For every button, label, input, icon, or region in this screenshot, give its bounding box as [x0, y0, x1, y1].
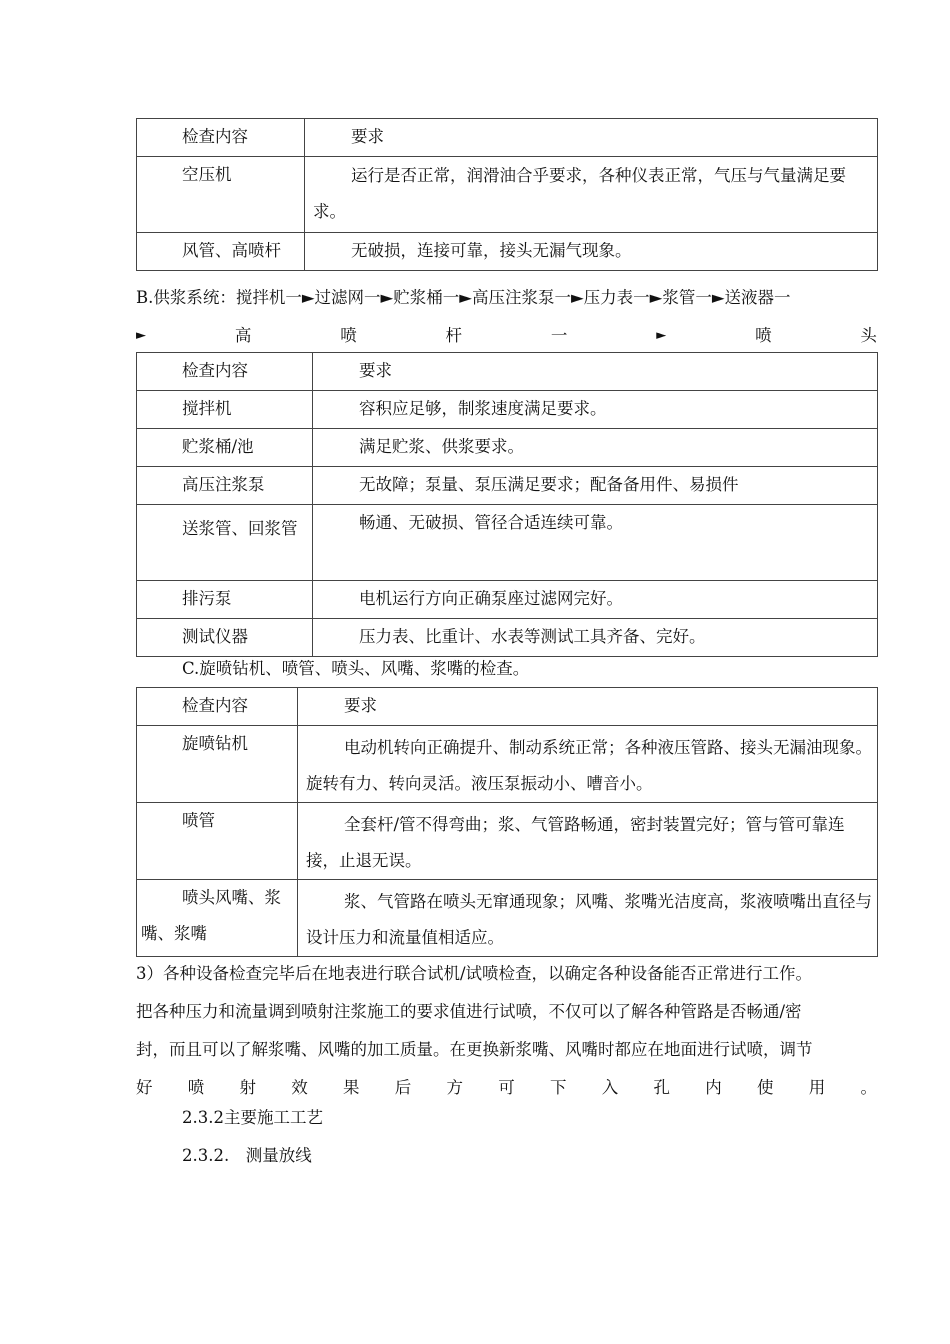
table2-row-requirement: 畅通、无破损、管径合适连续可靠。	[313, 505, 878, 581]
table2-row-requirement: 电机运行方向正确泵座过滤网完好。	[313, 581, 878, 619]
paragraph-token: 喷	[187, 1078, 205, 1097]
table3-row-item: 旋喷钻机	[137, 726, 298, 803]
jet-drill-check-table	[136, 687, 878, 957]
paragraph-token: 使	[757, 1078, 774, 1097]
paragraph-line: 3）各种设备检查完毕后在地表进行联合试机/试喷检查，以确定各种设备能否正常进行工作。	[136, 964, 813, 983]
air-system-check-table	[136, 118, 878, 271]
paragraph-token: 好	[136, 1078, 153, 1097]
arrow-icon: ►	[136, 328, 146, 343]
paragraph-token: 射	[239, 1078, 256, 1097]
table3-row-item: 喷管	[137, 803, 298, 880]
arrow-icon: ►	[656, 328, 667, 343]
subsection-heading: 2.3.2. 测量放线	[182, 1146, 312, 1165]
paragraph-token: 下	[550, 1078, 567, 1097]
flow-token: 喷	[340, 326, 357, 345]
table2-row-requirement: 无故障；泵量、泵压满足要求；配备备用件、易损件	[313, 467, 878, 505]
supply-system-flow-line: B.供浆系统：搅拌机一►过滤网一►贮浆桶一►高压注浆泵一►压力表一►浆管一►送液器一	[136, 288, 791, 307]
table2-row-item: 贮浆桶/池	[137, 429, 313, 467]
paragraph-token: 用	[808, 1078, 826, 1097]
table2-header-item: 检查内容	[137, 353, 313, 391]
table3-row-item: 喷头风嘴、浆嘴、浆嘴	[137, 880, 298, 957]
table3-row-requirement: 浆、气管路在喷头无窜通现象；风嘴、浆嘴光洁度高，浆液喷嘴出直径与设计压力和流量值相适应。	[298, 880, 878, 957]
flow-token: 一	[550, 326, 568, 345]
flow-token: 杆	[445, 326, 463, 345]
table1-row-item: 风管、高喷杆	[137, 233, 305, 271]
table1-header-requirement: 要求	[305, 119, 878, 157]
table2-row-item: 排污泵	[137, 581, 313, 619]
flow-token: 高	[234, 326, 252, 345]
paragraph-token: 后	[394, 1078, 412, 1097]
flow-token: 喷	[755, 326, 772, 345]
table2-row-item: 送浆管、回浆管	[137, 505, 313, 581]
section-heading: 2.3.2主要施工工艺	[182, 1108, 323, 1127]
supply-system-flow-continuation	[136, 318, 877, 354]
table2-row-item: 搅拌机	[137, 391, 313, 429]
table2-row-item: 高压注浆泵	[137, 467, 313, 505]
paragraph-token: 孔	[653, 1078, 670, 1097]
table1-row-item: 空压机	[137, 157, 305, 233]
table1-header-item: 检查内容	[137, 119, 305, 157]
paragraph-token: 可	[498, 1078, 515, 1097]
flow-token: 头	[860, 326, 877, 345]
table2-row-requirement: 压力表、比重计、水表等测试工具齐备、完好。	[313, 619, 878, 657]
table2-row-requirement: 满足贮浆、供浆要求。	[313, 429, 878, 467]
paragraph-token: 入	[601, 1078, 619, 1097]
paragraph-line: 把各种压力和流量调到喷射注浆施工的要求值进行试喷，不仅可以了解各种管路是否畅通/密	[136, 1002, 802, 1021]
table3-header-requirement: 要求	[298, 688, 878, 726]
table2-row-requirement: 容积应足够，制浆速度满足要求。	[313, 391, 878, 429]
paragraph-token: 效	[291, 1078, 308, 1097]
paragraph-token: 方	[446, 1078, 463, 1097]
section-c-title: C.旋喷钻机、喷管、喷头、风嘴、浆嘴的检查。	[182, 659, 530, 678]
table3-row-requirement: 全套杆/管不得弯曲；浆、气管路畅通，密封装置完好；管与管可靠连接，止退无误。	[298, 803, 878, 880]
grout-supply-check-table	[136, 352, 878, 657]
table3-row-requirement: 电动机转向正确提升、制动系统正常；各种液压管路、接头无漏油现象。旋转有力、转向灵活。液压泵振动小、嘈音小。	[298, 726, 878, 803]
table2-header-requirement: 要求	[313, 353, 878, 391]
paragraph-token: 内	[705, 1078, 722, 1097]
table3-header-item: 检查内容	[137, 688, 298, 726]
table2-row-item: 测试仪器	[137, 619, 313, 657]
paragraph-token: 果	[343, 1078, 360, 1097]
table1-row-requirement: 运行是否正常，润滑油合乎要求，各种仪表正常，气压与气量满足要求。	[305, 157, 878, 233]
table1-row-requirement: 无破损，连接可靠，接头无漏气现象。	[305, 233, 878, 271]
paragraph-line: 封，而且可以了解浆嘴、风嘴的加工质量。在更换新浆嘴、风嘴时都应在地面进行试喷，调节	[136, 1040, 813, 1059]
paragraph-token: 。	[860, 1078, 877, 1097]
